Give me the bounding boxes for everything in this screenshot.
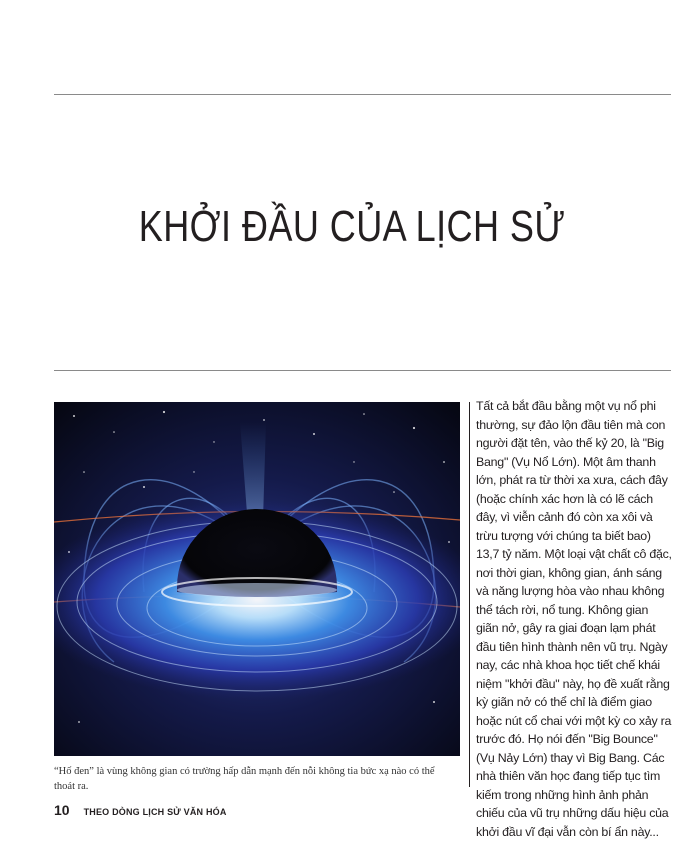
body-line: niệm "khởi đầu" này, họ đề xuất rằng: [476, 676, 670, 691]
body-line: giãn nở, gây ra giai đoạn lạm phát: [476, 621, 656, 635]
body-line: (Vụ Nảy Lớn) thay vì Big Bang. Các: [476, 750, 665, 765]
body-line: trước đó. Họ nói đến "Big Bounce": [476, 732, 658, 746]
body-line: hoặc nút cổ chai với một kỳ co xảy ra: [476, 713, 672, 728]
black-hole-illustration: [54, 402, 460, 756]
running-head: THEO DÒNG LỊCH SỬ VĂN HÓA: [83, 807, 227, 817]
body-line: Bang" (Vụ Nổ Lớn). Một âm thanh: [476, 454, 656, 469]
body-line: người đặt tên, vào thế kỷ 20, là "Big: [476, 436, 664, 450]
body-line: thường, sự đảo lộn đầu tiên mà con: [476, 417, 666, 432]
body-line: (hoặc chính xác hơn là có lẽ cách: [476, 491, 653, 506]
body-line: thể tách rời, nổ tung. Không gian: [476, 602, 649, 617]
body-line: lớn, phát ra từ thời xa xưa, cách đây: [476, 473, 668, 487]
body-line: trừu tượng với chúng ta biết bao): [476, 528, 651, 543]
body-line: kỳ giãn nở có thể chỉ là điểm giao: [476, 695, 652, 709]
body-line: nay, các nhà khoa học tiết chế khái: [476, 658, 660, 672]
body-paragraph: [476, 397, 672, 841]
figure-caption: “Hố đen” là vùng không gian có trường hấp dẫn mạnh đến nỗi không tia bức xạ nào có thể thoát ra.: [54, 766, 435, 792]
body-line: 13,7 tỷ năm. Một loại vật chất cô đặc,: [476, 547, 672, 561]
body-line: kiếm trong những hình ảnh phản: [476, 787, 649, 802]
page-number: 10: [54, 802, 70, 818]
section-divider: [54, 370, 671, 371]
top-divider: [54, 94, 671, 95]
body-line: đây, vì viễn cảnh đó còn xa xôi và: [476, 510, 653, 524]
body-line: nơi thời gian, không gian, ánh sáng: [476, 565, 662, 580]
body-line: nhà thiên văn học đang tiếp tục tìm: [476, 769, 661, 783]
body-line: Tất cả bắt đầu bằng một vụ nổ phi: [476, 399, 656, 413]
body-line: đầu tiên hình thành nên vũ trụ. Ngày: [476, 639, 668, 654]
page-footer: [54, 802, 227, 822]
body-line: chiếu của vũ trụ những dấu hiệu của: [476, 806, 669, 820]
column-rule: [469, 402, 470, 787]
body-line: và năng lượng hòa vào nhau không: [476, 584, 665, 598]
body-line: khởi đầu vĩ đại vẫn còn bí ẩn này...: [476, 824, 659, 839]
chapter-title: KHỞI ĐẦU CỦA LỊCH SỬ: [138, 202, 566, 251]
black-hole-image: [54, 402, 460, 756]
